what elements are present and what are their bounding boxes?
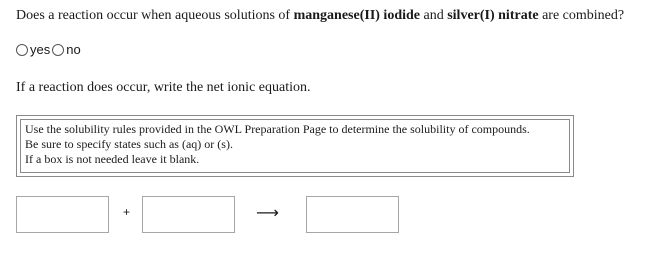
option-yes-label: yes — [30, 42, 51, 57]
option-no-label: no — [66, 42, 81, 57]
question-prefix: Does a reaction occur when aqueous solutions of — [16, 8, 294, 23]
product-box[interactable] — [306, 196, 399, 233]
question-suffix: are combined? — [538, 8, 625, 23]
radio-no[interactable] — [52, 44, 64, 56]
question-middle: and — [420, 8, 448, 23]
hint-line-1: Use the solubility rules provided in the OWL Preparation Page to determine the solubility of compounds. — [25, 122, 530, 136]
reactant-1: manganese(II) iodide — [293, 8, 420, 23]
equation-prompt: If a reaction does occur, write the net ionic equation. — [16, 80, 311, 95]
hint-line-3: If a box is not needed leave it blank. — [25, 152, 200, 166]
reactant-2: silver(I) nitrate — [447, 8, 539, 23]
reactant-box-2[interactable] — [142, 196, 235, 233]
reaction-arrow-icon: ⟶ — [256, 203, 279, 222]
option-no[interactable] — [52, 42, 80, 57]
radio-yes[interactable] — [16, 44, 28, 56]
option-yes[interactable] — [16, 42, 50, 57]
reaction-options — [16, 42, 83, 57]
reactant-box-1[interactable] — [16, 196, 109, 233]
hint-line-2: Be sure to specify states such as (aq) or (s). — [25, 137, 233, 151]
plus-sign: + — [123, 205, 131, 219]
question-text — [16, 8, 624, 24]
hint-box — [16, 115, 574, 177]
hint-box-inner — [20, 119, 570, 173]
